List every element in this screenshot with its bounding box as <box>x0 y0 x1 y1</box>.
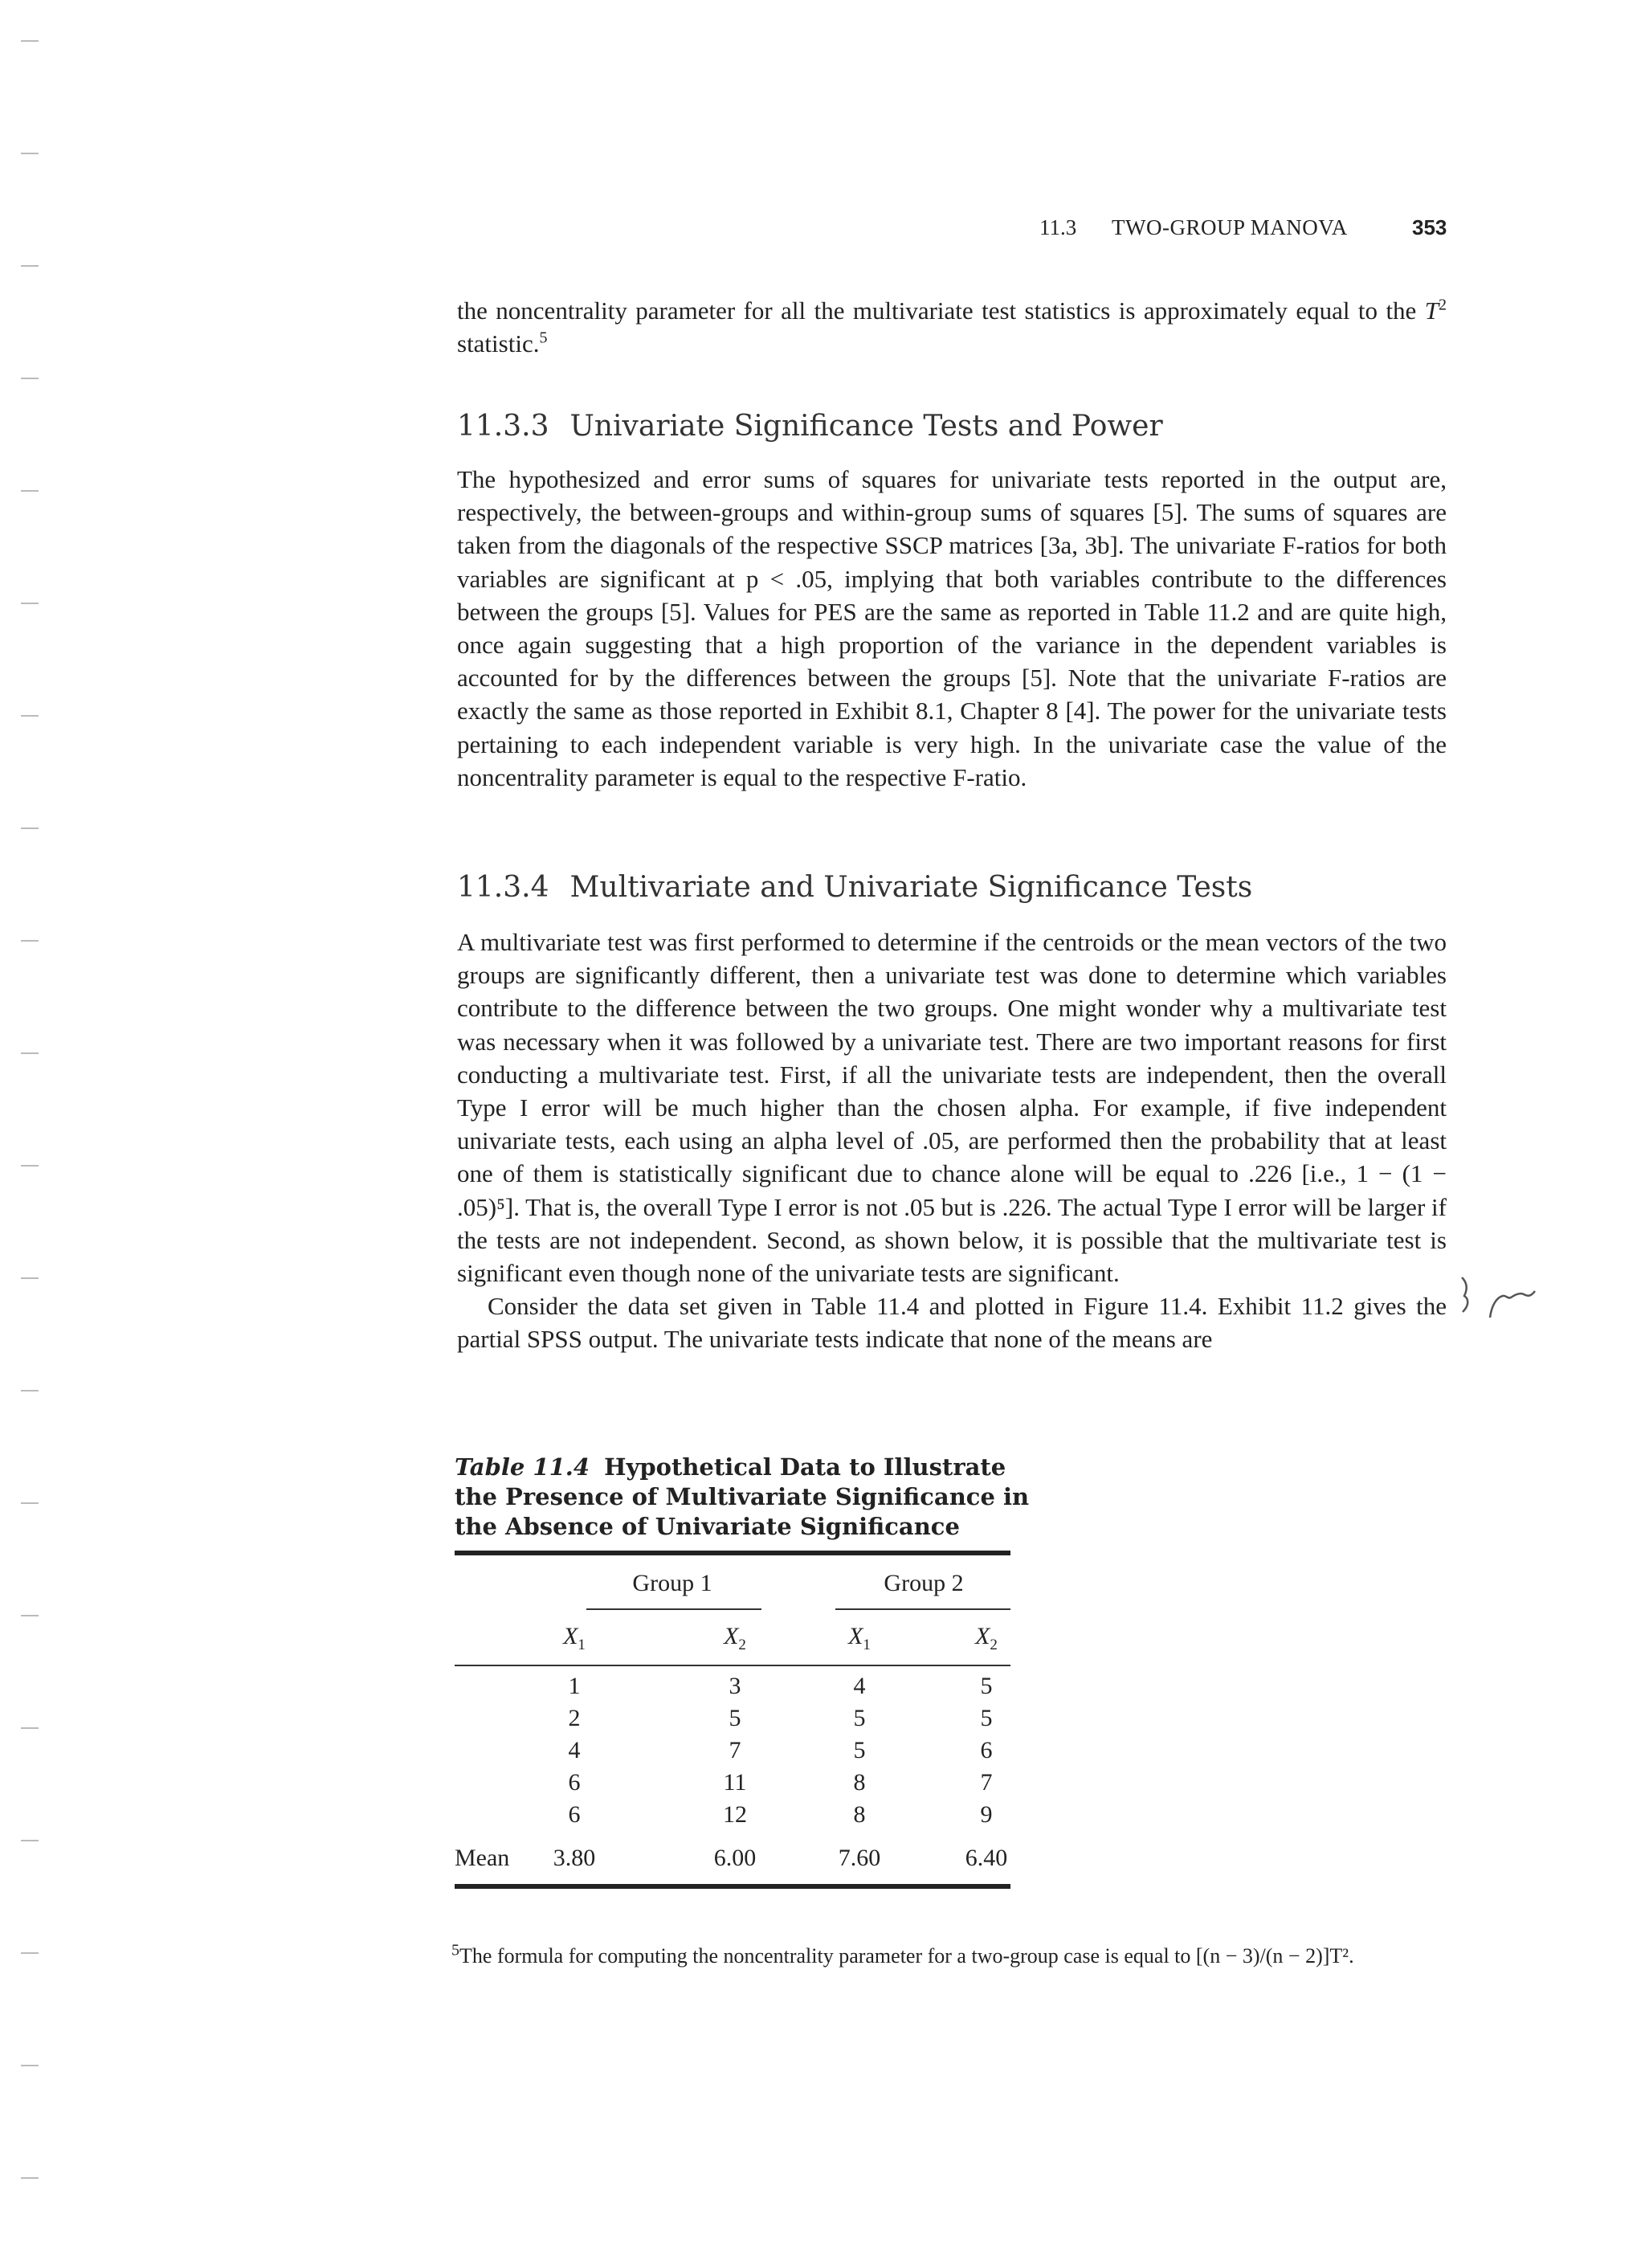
table-cell: 3 <box>729 1673 741 1699</box>
intro-paragraph <box>457 294 1447 360</box>
table-cell: 4 <box>568 1737 581 1763</box>
table-cell: 8 <box>853 1801 866 1828</box>
table-cell: 7 <box>980 1769 993 1796</box>
intro-line-2-pre: to the <box>1357 296 1425 325</box>
table-cell: 5 <box>980 1705 993 1731</box>
section-title: Univariate Significance Tests and Power <box>569 410 1163 443</box>
table-cell: 8 <box>853 1769 866 1796</box>
footnote-text: The formula for computing the noncentrality parameter for a two-group case is equal to [(n − 3)/(n − 2)]T². <box>459 1944 1354 1968</box>
section-heading-11-3-3 <box>457 410 1163 443</box>
table-cell: 9 <box>980 1801 993 1828</box>
table-cell: 7 <box>729 1737 741 1763</box>
footnote <box>451 1941 1455 1968</box>
section-number: 11.3.3 <box>457 410 549 443</box>
header-x1-group2: $X_1$ <box>848 1623 871 1653</box>
section-11-3-3-body <box>457 463 1447 794</box>
table-cell: 6 <box>980 1737 993 1763</box>
section-heading-11-3-4 <box>457 871 1252 904</box>
mean-cell: 3.80 <box>553 1845 596 1871</box>
header-x2-group1: $X_2$ <box>724 1623 746 1653</box>
table-cell: 5 <box>729 1705 741 1731</box>
group-2-underline <box>835 1608 1010 1610</box>
page-number: 353 <box>1412 215 1447 239</box>
group-2-header: Group 2 <box>884 1570 964 1596</box>
table-cell: 6 <box>568 1801 581 1828</box>
table-cell: 5 <box>853 1705 866 1731</box>
table-label: Table 11.4 <box>455 1453 590 1481</box>
paragraph: The hypothesized and error sums of squares for univariate tests reported in the output are, respectively, the between-groups and within-group sums of squares [5]. The sums of squares are taken from the diagonals of the respective SSCP matrices [3a, 3b]. The univariate F-ratios for both variables are significant at p < .05, implying that both variables contribute to the differences between the groups [5]. Values for PES are the same as reported in Table 11.2 and are quite high, once again suggesting that a high proportion of the variance in the dependent variables is accounted for by the differences between the groups [5]. Note that the univariate F-ratios are exactly the same as those reported in Exhibit 8.1, Chapter 8 [4]. The power for the univariate tests pertaining to each independent variable is very high. In the univariate case the value of the noncentrality parameter is equal to the respective F-ratio. <box>457 465 1447 791</box>
section-number: 11.3.4 <box>457 871 549 904</box>
mean-cell: 7.60 <box>838 1845 881 1871</box>
table-caption-text: Hypothetical Data to Illustrate the Presence of Multivariate Significance in the Absence of Univariate Significance <box>455 1453 1030 1540</box>
table-cell: 6 <box>568 1769 581 1796</box>
table-top-rule <box>455 1551 1010 1555</box>
footnote-marker: 5 <box>451 1941 459 1959</box>
section-title: Multivariate and Univariate Significance Tests <box>569 871 1253 904</box>
handwritten-margin-mark <box>1458 1273 1554 1330</box>
running-header <box>0 215 1645 247</box>
table-bottom-rule <box>455 1884 1010 1889</box>
paragraph-2: Consider the data set given in Table 11.4 and plotted in Figure 11.4. Exhibit 11.2 gives the partial SPSS output. The univariate tests indicate that none of the means are <box>457 1292 1447 1354</box>
paragraph-1: A multivariate test was first performed to determine if the centroids or the mean vectors of the two groups are significantly different, then a univariate test was done to determine which variables contribute to the difference between the two groups. One might wonder why a multivariate test was necessary when it was followed by a univariate test. There are two important reasons for first conducting a multivariate test. First, if all the univariate tests are independent, then the overall Type I error will be much higher than the chosen alpha. For example, if five independent univariate tests, each using an alpha level of .05, are performed then the probability that at least one of them is statistically significant due to chance alone will be equal to .226 [i.e., 1 − (1 − .05)⁵]. That is, the overall Type I error is not .05 but is .226. The actual Type I error will be larger if the tests are not independent. Second, as shown below, it is possible that the multivariate test is significant even though none of the univariate tests are significant. <box>457 928 1447 1288</box>
table-cell: 5 <box>853 1737 866 1763</box>
intro-line-2-post: statistic. <box>457 329 540 358</box>
header-x1-group1: $X_1$ <box>563 1623 586 1653</box>
group-1-header: Group 1 <box>632 1570 712 1596</box>
table-cell: 12 <box>723 1801 747 1828</box>
table-caption <box>455 1453 1033 1542</box>
mean-cell: 6.40 <box>965 1845 1008 1871</box>
table-cell: 2 <box>568 1705 581 1731</box>
table-cell: 5 <box>980 1673 993 1699</box>
table-cell: 4 <box>853 1673 866 1699</box>
intro-t-exponent: 2 <box>1439 296 1447 314</box>
mean-cell: 6.00 <box>713 1845 757 1871</box>
header-x2-group2: $X_2$ <box>975 1623 998 1653</box>
table-header-rule <box>455 1665 1010 1666</box>
intro-t-variable: T <box>1424 296 1439 325</box>
section-11-3-4-body <box>457 926 1447 1356</box>
mean-label: Mean <box>455 1845 510 1871</box>
table-cell: 11 <box>723 1769 747 1796</box>
intro-line-1: the noncentrality parameter for all the multivariate test statistics is approximately equal <box>457 296 1350 325</box>
table-cell: 1 <box>568 1673 581 1699</box>
header-section-number: 11.3 <box>1039 215 1077 239</box>
header-chapter-title: TWO-GROUP MANOVA <box>1112 215 1348 239</box>
group-1-underline <box>586 1608 761 1610</box>
footnote-reference: 5 <box>539 329 548 347</box>
